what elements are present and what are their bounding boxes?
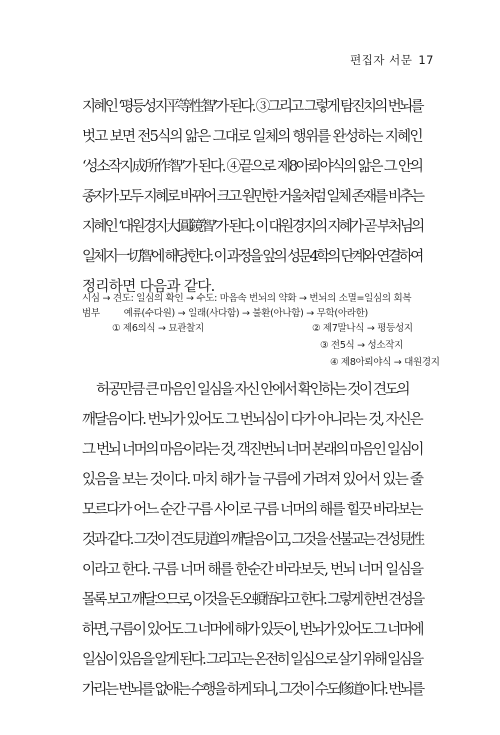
paragraph-line: 정리하면 다음과 같다. [82, 279, 215, 295]
paragraph-1 [82, 92, 422, 302]
page-header [350, 52, 434, 68]
diagram-wisdom-3: ③ 전5식 → 성소작지 [320, 340, 404, 351]
paragraph-line: 깨달음이다. 번뇌가 있어도 그 번뇌심이 다가 아니라는 것, 자신은 [82, 412, 422, 428]
paragraph-line: 이라고 한다. 구름 너머 해를 한순간 바라보듯, 번뇌 너머 일심을 [82, 562, 423, 578]
paragraph-line: ‘성소작지成所作智’가 된다. ④끝으로 제8아뢰야식의 앎은 그 안의 [82, 159, 422, 175]
page-number: 17 [418, 53, 434, 67]
paragraph-line: 하면, 구름이 있어도 그 너머에 해가 있듯이, 번뇌가 있어도 그 너머에 [82, 622, 423, 638]
paragraph-line: 종자가 모두 지혜로 바뀌어 크고 원만한 거울처럼 일체 존재를 비추는 [82, 189, 423, 205]
diagram-wisdom-1: ① 제6의식 → 묘관찰지 [112, 323, 204, 334]
paragraph-line: 일심이 있음을 알게 된다. 그리고는 온전히 일심으로 살기 위해 일심을 [82, 652, 422, 668]
diagram-row-stages: 시심 → 견도: 일심의 확인 → 수도: 마음속 번뇌의 약화 → 번뇌의 소멸=일심의 회복 [82, 293, 412, 304]
diagram-row-fruits [82, 305, 368, 319]
paragraph-line: 그 번뇌 너머의 마음이라는 것, 객진번뇌 너머 본래의 마음인 일심이 [82, 442, 423, 458]
stage-diagram [82, 290, 440, 368]
diagram-wisdom-2: ② 제7말나식 → 평등성지 [312, 323, 413, 334]
paragraph-line: 있음을 보는 것이다. 마치 해가 늘 구름에 가려져 있어서 있는 줄 [82, 472, 423, 488]
paragraph-line: 지혜인 ‘대원경지大圓鏡智’가 된다. 이 대원경지의 지혜가 곧 부처님의 [82, 219, 423, 235]
paragraph-2 [82, 375, 422, 705]
paragraph-line: 허공만큼 큰 마음인 일심을 자신 안에서 확인하는 것이 견도의 [96, 382, 409, 398]
paragraph-line: 지혜인 ‘평등성지平等性智’가 된다. ③그리고 그렇게 탐진치의 번뇌를 [82, 99, 422, 115]
paragraph-line: 몰록 보고 깨달으므로, 이것을 돈오頓悟라고 한다. 그렇게 한번 견성을 [82, 592, 423, 608]
running-title: 편집자 서문 [350, 53, 413, 67]
diagram-fruit-steps: 예류(수다원) → 일래(사다함) → 불환(아나함) → 무학(아라한) [123, 308, 368, 319]
diagram-label-ordinary: 범부 [82, 308, 100, 319]
paragraph-line: 것과 같다. 그것이 견도見道의 깨달음이고, 그것을 선불교는 견성見性 [82, 532, 423, 548]
paragraph-line: 모르다가 어느 순간 구름 사이로 구름 너머의 해를 힐끗 바라보는 [82, 502, 422, 518]
diagram-wisdom-4: ④ 제8아뢰야식 → 대원경지 [330, 357, 440, 368]
paragraph-line: 가리는 번뇌를 없애는 수행을 하게 되니, 그것이 수도修道이다. 번뇌를 [82, 682, 423, 698]
paragraph-line: 일체지一切智에 해당한다. 이 과정을 앞의 성문4학의 단계와 연결하여 [82, 249, 422, 265]
paragraph-line: 벗고 보면 전5식의 앎은 그대로 일체의 행위를 완성하는 지혜인 [82, 129, 422, 145]
